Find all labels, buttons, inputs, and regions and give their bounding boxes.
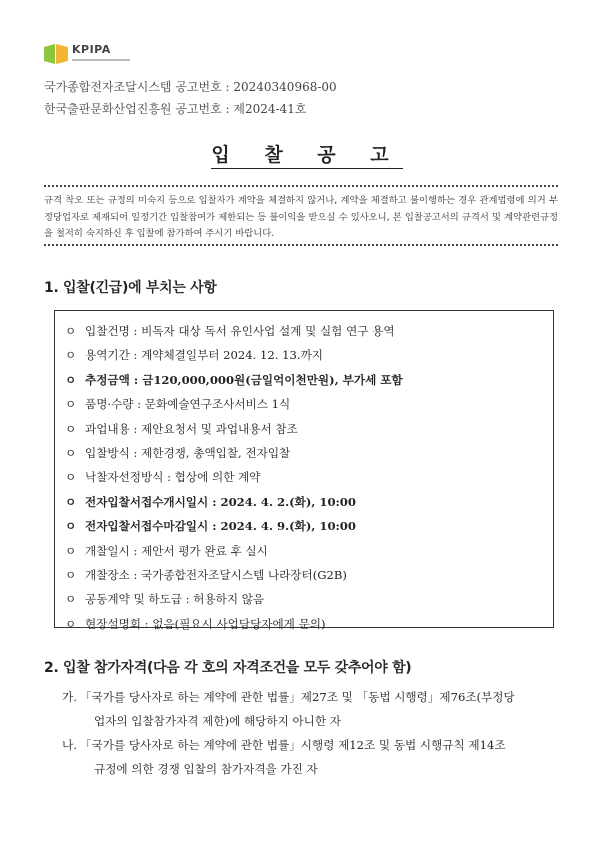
notice-numbers — [44, 76, 337, 120]
bid-details-box — [54, 310, 554, 631]
bid-detail-item — [65, 612, 553, 636]
logo-name: KPIPA — [72, 43, 111, 56]
bid-detail-item — [65, 465, 553, 489]
bullet-marker: ㅇ — [65, 568, 77, 583]
bid-detail-text: 품명·수량 : 문화예술연구조사서비스 1식 — [85, 397, 291, 412]
bid-detail-text: 개찰일시 : 제안서 평가 완료 후 실시 — [85, 543, 268, 558]
bid-detail-text: 현장설명회 : 없음(필요시 사업담당자에게 문의) — [85, 616, 326, 631]
notice-number-g2b: 국가종합전자조달시스템 공고번호 : 20240340968-00 — [44, 80, 337, 94]
bullet-marker: ㅇ — [65, 421, 77, 436]
bullet-marker: ㅇ — [65, 616, 77, 631]
divider-bottom — [44, 244, 558, 248]
bid-detail-item — [65, 587, 553, 611]
bid-detail-text: 과업내용 : 제안요청서 및 과업내용서 참조 — [85, 421, 298, 436]
bullet-marker: ㅇ — [65, 470, 77, 485]
eligibility-line: 「국가를 당사자로 하는 계약에 관한 법률」시행령 제12조 및 동법 시행규칙 제14조 — [80, 738, 506, 752]
eligibility-line: 업자의 입찰참가자격 제한)에 해당하지 아니한 자 — [94, 714, 341, 728]
bullet-marker: ㅇ — [65, 348, 77, 363]
bid-detail-item — [65, 490, 553, 514]
bullet-marker: ㅇ — [65, 494, 77, 509]
bid-detail-text: 개찰장소 : 국가종합전자조달시스템 나라장터(G2B) — [85, 568, 347, 583]
bid-detail-item — [65, 417, 553, 441]
section1-title: 1. 입찰(긴급)에 부치는 사항 — [44, 280, 217, 296]
eligibility-text — [80, 685, 558, 733]
notice-number-kpipa: 한국출판문화산업진흥원 공고번호 : 제2024-41호 — [44, 102, 307, 116]
bid-detail-item — [65, 539, 553, 563]
bullet-marker: ㅇ — [65, 397, 77, 412]
bid-detail-text: 용역기간 : 계약체결일부터 2024. 12. 13.까지 — [85, 348, 323, 363]
eligibility-list — [62, 685, 558, 781]
eligibility-line: 규정에 의한 경쟁 입찰의 참가자격을 가진 자 — [94, 762, 318, 776]
bullet-marker: ㅇ — [65, 592, 77, 607]
bid-detail-text: 입찰방식 : 제한경쟁, 총액입찰, 전자입찰 — [85, 446, 291, 461]
bid-detail-text: 낙찰자선정방식 : 협상에 의한 계약 — [85, 470, 261, 485]
eligibility-item — [62, 685, 558, 733]
bid-detail-item — [65, 343, 553, 367]
eligibility-text — [80, 733, 558, 781]
bullet-marker: ㅇ — [65, 519, 77, 534]
kpipa-logo — [44, 44, 130, 64]
bid-detail-text: 전자입찰서접수개시일시 : 2024. 4. 2.(화), 10:00 — [85, 494, 356, 509]
bid-detail-text: 입찰건명 : 비독자 대상 독서 유인사업 설계 및 실험 연구 용역 — [85, 324, 395, 338]
bid-details-list — [55, 311, 553, 636]
bid-detail-item — [65, 392, 553, 416]
bid-detail-item — [65, 514, 553, 538]
bid-detail-item — [65, 563, 553, 587]
bullet-marker: ㅇ — [65, 446, 77, 461]
logo-mark-icon — [44, 44, 68, 64]
eligibility-line: 「국가를 당사자로 하는 계약에 관한 법률」제27조 및 「동법 시행령」제76조(부정당 — [80, 690, 515, 704]
bullet-marker: ㅇ — [65, 324, 77, 338]
bid-detail-text: 공동계약 및 하도급 : 허용하지 않음 — [85, 592, 265, 607]
divider-top — [44, 185, 558, 189]
section2-title: 2. 입찰 참가자격(다음 각 호의 자격조건을 모두 갖추어야 함) — [44, 660, 412, 676]
eligibility-item — [62, 733, 558, 781]
bid-detail-text: 추정금액 : 금120,000,000원(금일억이천만원), 부가세 포함 — [85, 372, 403, 387]
bullet-marker: ㅇ — [65, 543, 77, 558]
logo-subtitle-mark — [72, 59, 130, 61]
document-title: 입 찰 공 고 — [0, 140, 600, 167]
bid-detail-item — [65, 368, 553, 392]
bid-detail-text: 전자입찰서접수마감일시 : 2024. 4. 9.(화), 10:00 — [85, 519, 356, 534]
item-marker: 나. — [62, 738, 77, 752]
bid-detail-item — [65, 441, 553, 465]
item-marker: 가. — [62, 690, 77, 704]
intro-notice: 규격 착오 또는 규정의 미숙지 등으로 입찰자가 계약을 체결하지 않거나, 계약을 체결하고 불이행하는 경우 관계법령에 의거 부정당업자로 제재되어 일정기간 입찰참여가 제한되는 등 불이익을 받으실 수 있사오니, 본 입찰공고서의 규격서 및 계약관련규정을 철저히 숙지하신 후 입찰에 참가하여 주시기 바랍니다. — [44, 195, 558, 239]
bid-detail-item — [65, 319, 553, 343]
bullet-marker: ㅇ — [65, 372, 77, 387]
